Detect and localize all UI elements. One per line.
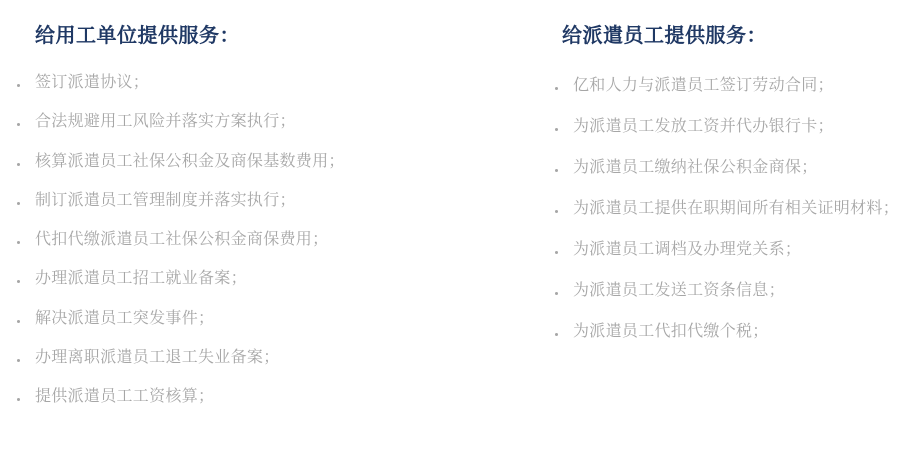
bullet-dot-icon [555, 292, 558, 295]
list-item [17, 308, 477, 347]
service-item-text: 制订派遣员工管理制度并落实执行； [35, 191, 296, 209]
bullet-dot-icon [555, 169, 558, 172]
service-item-text: 签订派遣协议； [35, 74, 150, 91]
list-item [555, 321, 905, 362]
bullet-dot-icon [17, 241, 20, 244]
service-item-text: 为派遣员工调档及办理党关系； [573, 241, 802, 258]
bullet-dot-icon [17, 202, 20, 205]
service-item-text: 亿和人力与派遣员工签订劳动合同； [573, 77, 834, 94]
service-item-text: 代扣代缴派遣员工社保公积金商保费用； [35, 231, 329, 249]
employee-services-column [555, 24, 905, 362]
list-item [17, 268, 477, 307]
list-item [17, 347, 477, 386]
employer-services-list [17, 72, 477, 426]
bullet-dot-icon [17, 123, 20, 126]
list-item [555, 239, 905, 280]
bullet-dot-icon [17, 398, 20, 401]
employer-services-column [17, 24, 477, 426]
service-item-text: 办理离职派遣员工退工失业备案； [35, 349, 280, 367]
list-item [555, 75, 905, 116]
service-item-text: 为派遣员工代扣代缴个税； [573, 323, 769, 340]
bullet-dot-icon [17, 84, 20, 87]
bullet-dot-icon [555, 333, 558, 336]
service-item-text: 合法规避用工风险并落实方案执行； [35, 113, 296, 131]
bullet-dot-icon [555, 210, 558, 213]
service-item-text: 办理派遣员工招工就业备案； [35, 270, 247, 288]
service-item-text: 为派遣员工缴纳社保公积金商保； [573, 159, 818, 176]
service-item-text: 为派遣员工发放工资并代办银行卡； [573, 118, 834, 135]
list-item [555, 116, 905, 157]
employee-services-list [555, 75, 905, 362]
service-item-text: 解决派遣员工突发事件； [35, 309, 215, 327]
bullet-dot-icon [17, 359, 20, 362]
list-item [17, 386, 477, 425]
list-item [17, 190, 477, 229]
service-item-text: 核算派遣员工社保公积金及商保基数费用； [35, 152, 345, 170]
bullet-dot-icon [555, 251, 558, 254]
list-item [17, 72, 477, 111]
employer-services-title: 给用工单位提供服务： [35, 25, 240, 47]
service-item-text: 为派遣员工提供在职期间所有相关证明材料； [573, 200, 900, 217]
list-item [555, 198, 905, 239]
list-item [17, 151, 477, 190]
employee-services-title: 给派遣员工提供服务： [562, 25, 767, 47]
bullet-dot-icon [17, 280, 20, 283]
bullet-dot-icon [555, 87, 558, 90]
bullet-dot-icon [17, 320, 20, 323]
bullet-dot-icon [17, 163, 20, 166]
list-item [555, 280, 905, 321]
list-item [555, 157, 905, 198]
service-item-text: 为派遣员工发送工资条信息； [573, 282, 785, 299]
bullet-dot-icon [555, 128, 558, 131]
list-item [17, 229, 477, 268]
list-item [17, 111, 477, 150]
service-item-text: 提供派遣员工工资核算； [35, 388, 215, 406]
